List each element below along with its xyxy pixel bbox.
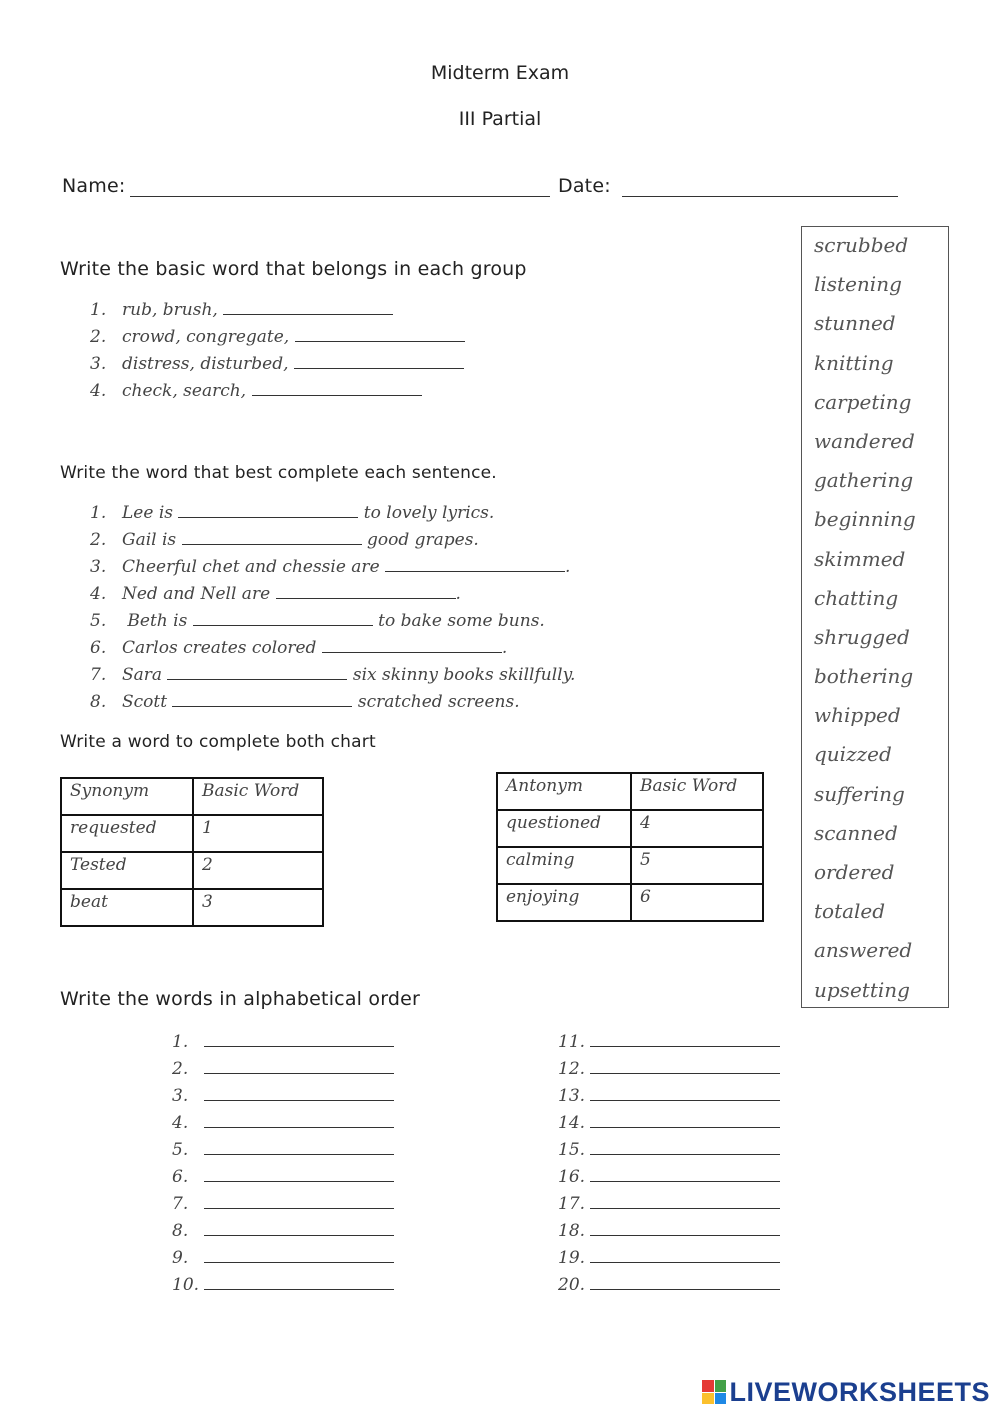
list-item: 5. Beth is to bake some buns. (90, 611, 545, 631)
item-number: 18. (558, 1221, 586, 1241)
list-item (172, 1059, 394, 1086)
word-bank-item: bothering (814, 664, 914, 689)
group-list (90, 300, 465, 408)
answer-blank[interactable] (294, 354, 464, 369)
table-header: Synonym (61, 778, 193, 815)
answer-blank[interactable] (172, 692, 352, 707)
word-bank-item: scanned (814, 820, 898, 845)
answer-blank[interactable] (204, 1140, 394, 1155)
answer-blank[interactable] (167, 665, 347, 680)
table-row (497, 773, 763, 810)
table-header: Basic Word (631, 773, 763, 810)
word-bank-item: shrugged (814, 624, 910, 649)
item-number: 5. (172, 1140, 189, 1160)
list-item (172, 1113, 394, 1140)
table-cell: requested (61, 815, 193, 852)
answer-cell[interactable]: 1 (193, 815, 323, 852)
list-item: 2. crowd, congregate, (90, 327, 465, 354)
answer-blank[interactable] (193, 611, 373, 626)
answer-blank[interactable] (276, 584, 456, 599)
item-number: 19. (558, 1248, 586, 1268)
table-header: Antonym (497, 773, 631, 810)
list-item (172, 1140, 394, 1167)
word-bank-item: quizzed (814, 742, 892, 767)
word-bank-item: whipped (814, 703, 901, 728)
item-number: 11. (558, 1032, 586, 1052)
answer-blank[interactable] (204, 1221, 394, 1236)
list-item (558, 1275, 780, 1302)
answer-blank[interactable] (590, 1086, 780, 1101)
section2-heading: Write the word that best complete each sentence. (60, 463, 497, 483)
list-item: 6. Carlos creates colored . (90, 638, 508, 658)
word-bank-item: suffering (814, 781, 905, 806)
list-item (172, 1194, 394, 1221)
brand-name: LIVEWORKSHEETS (729, 1376, 990, 1407)
list-item (558, 1032, 780, 1059)
date-field[interactable] (622, 196, 898, 197)
word-bank (801, 226, 949, 1008)
name-field[interactable] (130, 196, 550, 197)
section1-heading: Write the basic word that belongs in each group (60, 258, 527, 280)
list-item: 7. Sara six skinny books skillfully. (90, 665, 576, 685)
list-item (172, 1248, 394, 1275)
word-bank-item: wandered (814, 428, 915, 453)
list-item (172, 1275, 394, 1302)
logo-square (702, 1393, 714, 1405)
list-item (172, 1167, 394, 1194)
word-bank-item: skimmed (814, 546, 906, 571)
table-cell: enjoying (497, 884, 631, 921)
answer-cell[interactable]: 6 (631, 884, 763, 921)
answer-blank[interactable] (178, 503, 358, 518)
brand-icon (702, 1380, 726, 1404)
item-number: 10. (172, 1275, 200, 1295)
antonym-table (496, 772, 764, 922)
word-bank-item: gathering (814, 468, 914, 493)
list-item: 4. check, search, (90, 381, 465, 408)
item-number: 9. (172, 1248, 189, 1268)
page-title: Midterm Exam (430, 62, 570, 84)
synonym-table (60, 777, 324, 927)
name-label: Name: (62, 175, 126, 197)
table-row (61, 852, 323, 889)
word-bank-item: stunned (814, 311, 896, 336)
answer-blank[interactable] (223, 300, 393, 315)
list-item: 3. Cheerful chet and chessie are . (90, 557, 571, 577)
word-bank-item: scrubbed (814, 233, 909, 257)
answer-cell[interactable]: 2 (193, 852, 323, 889)
list-item: 1. rub, brush, (90, 300, 465, 327)
answer-blank[interactable] (204, 1032, 394, 1047)
answer-blank[interactable] (590, 1194, 780, 1209)
date-label: Date: (558, 175, 611, 197)
word-bank-item: upsetting (814, 977, 910, 1002)
answer-blank[interactable] (590, 1248, 780, 1263)
answer-blank[interactable] (204, 1167, 394, 1182)
answer-blank[interactable] (322, 638, 502, 653)
item-number: 16. (558, 1167, 586, 1187)
answer-blank[interactable] (590, 1221, 780, 1236)
list-item (172, 1221, 394, 1248)
item-number: 8. (172, 1221, 189, 1241)
table-cell: calming (497, 847, 631, 884)
answer-blank[interactable] (590, 1059, 780, 1074)
list-item (558, 1248, 780, 1275)
list-item (172, 1086, 394, 1113)
item-number: 3. (172, 1086, 189, 1106)
item-number: 15. (558, 1140, 586, 1160)
answer-blank[interactable] (590, 1167, 780, 1182)
answer-blank[interactable] (204, 1194, 394, 1209)
table-row (61, 778, 323, 815)
answer-blank[interactable] (204, 1059, 394, 1074)
item-number: 12. (558, 1059, 586, 1079)
word-bank-item: beginning (814, 507, 916, 532)
item-number: 20. (558, 1275, 586, 1295)
logo-square (702, 1380, 714, 1392)
list-item (558, 1167, 780, 1194)
list-item (558, 1221, 780, 1248)
page-subtitle: III Partial (458, 108, 542, 130)
table-cell: questioned (497, 810, 631, 847)
item-number: 14. (558, 1113, 586, 1133)
table-row (497, 847, 763, 884)
table-row (61, 889, 323, 926)
word-bank-item: carpeting (814, 389, 912, 414)
word-bank-item: chatting (814, 585, 899, 610)
list-item (558, 1059, 780, 1086)
table-cell: Tested (61, 852, 193, 889)
section3-heading: Write a word to complete both chart (60, 732, 376, 752)
word-bank-item: answered (814, 938, 913, 963)
answer-blank[interactable] (204, 1248, 394, 1263)
answer-blank[interactable] (590, 1113, 780, 1128)
list-item (558, 1113, 780, 1140)
list-item (558, 1086, 780, 1113)
sentence-list (90, 503, 575, 719)
item-number: 6. (172, 1167, 189, 1187)
logo-square (715, 1393, 727, 1405)
logo-square (715, 1380, 727, 1392)
answer-blank[interactable] (590, 1032, 780, 1047)
answer-blank[interactable] (385, 557, 565, 572)
answer-cell[interactable]: 3 (193, 889, 323, 926)
list-item: 3. distress, disturbed, (90, 354, 465, 381)
answer-blank[interactable] (590, 1140, 780, 1155)
table-header: Basic Word (193, 778, 323, 815)
item-number: 2. (172, 1059, 189, 1079)
answer-blank[interactable] (252, 381, 422, 396)
list-item: 4. Ned and Nell are . (90, 584, 461, 604)
answer-blank[interactable] (204, 1086, 394, 1101)
word-bank-item: ordered (814, 860, 895, 884)
answer-blank[interactable] (182, 530, 362, 545)
answer-blank[interactable] (204, 1113, 394, 1128)
answer-cell[interactable]: 4 (631, 810, 763, 847)
list-item: 1. Lee is to lovely lyrics. (90, 503, 495, 523)
table-row (497, 884, 763, 921)
list-item (172, 1032, 394, 1059)
list-item (558, 1194, 780, 1221)
list-item (558, 1140, 780, 1167)
table-row (497, 810, 763, 847)
table-cell: beat (61, 889, 193, 926)
item-number: 1. (172, 1032, 189, 1052)
word-bank-item: knitting (814, 350, 894, 375)
word-bank-item: totaled (814, 899, 886, 924)
answer-blank[interactable] (295, 327, 465, 342)
answer-blank[interactable] (204, 1275, 394, 1290)
list-item: 2. Gail is good grapes. (90, 530, 479, 550)
item-number: 7. (172, 1194, 189, 1214)
word-bank-item: listening (814, 272, 902, 297)
item-number: 4. (172, 1113, 189, 1133)
list-item: 8. Scott scratched screens. (90, 692, 520, 712)
section4-heading: Write the words in alphabetical order (60, 988, 421, 1010)
answer-blank[interactable] (590, 1275, 780, 1290)
table-row (61, 815, 323, 852)
item-number: 17. (558, 1194, 586, 1214)
item-number: 13. (558, 1086, 586, 1106)
liveworksheets-logo (702, 1377, 990, 1407)
answer-cell[interactable]: 5 (631, 847, 763, 884)
